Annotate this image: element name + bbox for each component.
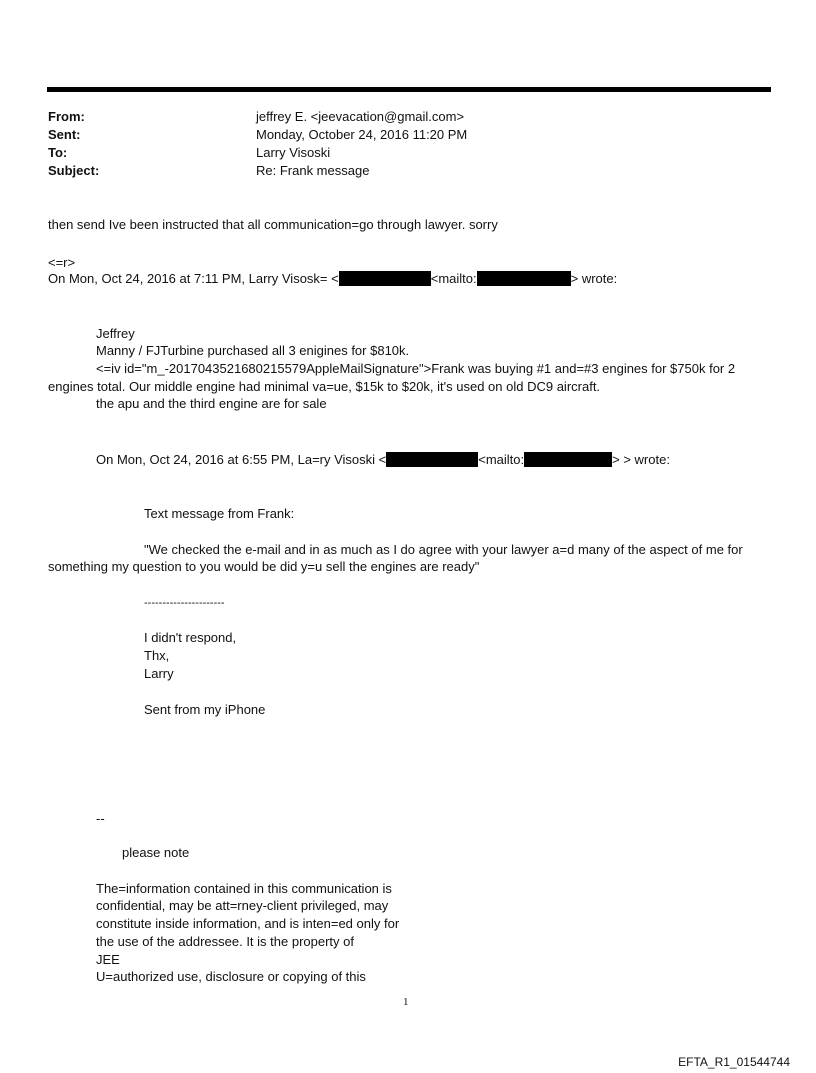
redaction-block bbox=[339, 271, 431, 286]
msg2-intro: Text message from Frank: bbox=[144, 506, 295, 521]
from-value: jeffrey E. <jeevacation@gmail.com> bbox=[256, 109, 465, 124]
document-id: EFTA_R1_01544744 bbox=[678, 1055, 790, 1069]
sign-line3: Larry bbox=[144, 666, 174, 681]
subject-value: Re: Frank message bbox=[256, 163, 370, 178]
msg2-quote-line2: something my question to you would be did y=u sell the engines are ready" bbox=[48, 559, 480, 574]
quote1-suffix: > wrote: bbox=[570, 271, 618, 286]
redaction-block bbox=[524, 452, 612, 467]
quote2-header bbox=[96, 451, 670, 469]
sign-line1: I didn't respond, bbox=[144, 630, 237, 645]
sent-label: Sent: bbox=[48, 127, 81, 142]
quote1-prefix: On Mon, Oct 24, 2016 at 7:11 PM, Larry Visosk= < bbox=[48, 271, 339, 286]
to-row bbox=[48, 144, 768, 162]
from-row bbox=[48, 108, 768, 126]
redaction-block bbox=[477, 271, 571, 286]
conf-line2: confidential, may be att=rney-client privileged, may bbox=[96, 898, 389, 913]
from-label: From: bbox=[48, 109, 85, 124]
quote1-mailto: <mailto: bbox=[430, 271, 477, 286]
msg1-line4: the apu and the third engine are for sale bbox=[96, 396, 327, 411]
conf-line3: constitute inside information, and is inten=ed only for bbox=[96, 916, 400, 931]
please-note: please note bbox=[122, 845, 190, 860]
subject-row bbox=[48, 162, 768, 180]
sent-value: Monday, October 24, 2016 11:20 PM bbox=[256, 127, 468, 142]
msg1-line2: <=iv id="m_-2017043521680215579AppleMailSignature">Frank was buying #1 and=#3 engines for $750k for 2 bbox=[96, 361, 736, 376]
subject-label: Subject: bbox=[48, 163, 100, 178]
msg2-quote-line1: "We checked the e-mail and in as much as I do agree with your lawyer a=d many of the aspect of me for bbox=[144, 542, 743, 557]
quote2-suffix: > > wrote: bbox=[612, 452, 670, 467]
sent-from-iphone: Sent from my iPhone bbox=[144, 702, 266, 717]
header-divider bbox=[47, 87, 771, 92]
redaction-block bbox=[386, 452, 478, 467]
conf-line6: U=authorized use, disclosure or copying of this bbox=[96, 969, 366, 984]
msg1-line3: engines total. Our middle engine had minimal va=ue, $15k to $20k, it's used on old DC9 aircraft. bbox=[48, 379, 601, 394]
to-label: To: bbox=[48, 145, 68, 160]
msg1-line1: Manny / FJTurbine purchased all 3 enigines for $810k. bbox=[96, 343, 410, 358]
quote2-mailto: <mailto: bbox=[478, 452, 525, 467]
msg1-greeting: Jeffrey bbox=[96, 326, 135, 341]
signature-dashes: -- bbox=[96, 811, 105, 826]
conf-line4: the use of the addressee. It is the property of bbox=[96, 934, 354, 949]
page-number: 1 bbox=[403, 996, 409, 1008]
r-tag: <=r> bbox=[48, 255, 76, 270]
conf-line1: The=information contained in this communication is bbox=[96, 881, 392, 896]
sign-line2: Thx, bbox=[144, 648, 170, 663]
quote2-prefix: On Mon, Oct 24, 2016 at 6:55 PM, La=ry Visoski < bbox=[96, 452, 387, 467]
reply-text: then send Ive been instructed that all communication=go through lawyer. sorry bbox=[48, 217, 498, 232]
to-value: Larry Visoski bbox=[256, 145, 331, 160]
quote1-header bbox=[48, 270, 617, 288]
sent-row bbox=[48, 126, 768, 144]
separator-line: ---------------------- bbox=[144, 597, 225, 609]
conf-line5: JEE bbox=[96, 952, 120, 967]
